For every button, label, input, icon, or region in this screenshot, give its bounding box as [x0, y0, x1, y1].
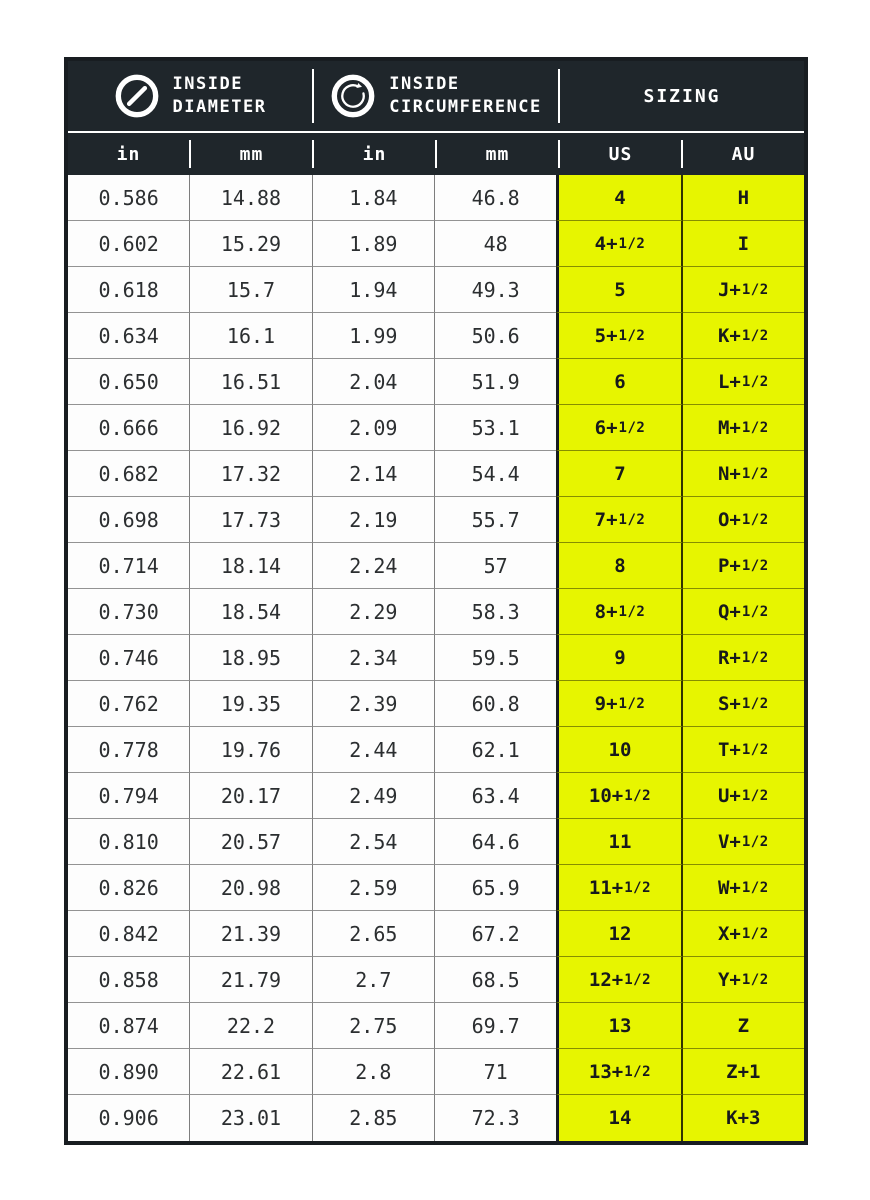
header-group-inside-diameter: [68, 61, 312, 131]
measure-cell: 14.88: [190, 175, 312, 221]
size-cell: L+ 1/2: [683, 359, 804, 405]
measure-cell: 0.906: [68, 1095, 190, 1141]
measure-cell: 0.890: [68, 1049, 190, 1095]
measure-cell: 22.61: [190, 1049, 312, 1095]
size-cell: 12: [556, 911, 682, 957]
measure-cell: 2.65: [313, 911, 435, 957]
size-cell: 5: [556, 267, 682, 313]
table-row: [68, 635, 804, 681]
measure-cell: 16.1: [190, 313, 312, 359]
size-cell: 9+ 1/2: [556, 681, 682, 727]
measure-cell: 55.7: [435, 497, 556, 543]
measure-cell: 68.5: [435, 957, 556, 1003]
measure-cell: 72.3: [435, 1095, 556, 1141]
measure-cell: 20.17: [190, 773, 312, 819]
size-cell: M+ 1/2: [683, 405, 804, 451]
measure-cell: 2.49: [313, 773, 435, 819]
table-row: [68, 405, 804, 451]
measure-cell: 1.94: [313, 267, 435, 313]
size-cell: T+ 1/2: [683, 727, 804, 773]
measure-cell: 64.6: [435, 819, 556, 865]
measure-cell: 2.04: [313, 359, 435, 405]
measure-cell: 51.9: [435, 359, 556, 405]
measure-cell: 0.874: [68, 1003, 190, 1049]
measure-cell: 2.54: [313, 819, 435, 865]
size-cell: 6: [556, 359, 682, 405]
measure-cell: 53.1: [435, 405, 556, 451]
size-cell: 6+ 1/2: [556, 405, 682, 451]
size-cell: 14: [556, 1095, 682, 1141]
measure-cell: 57: [435, 543, 556, 589]
measure-cell: 2.7: [313, 957, 435, 1003]
measure-cell: 0.730: [68, 589, 190, 635]
size-cell: K+3: [683, 1095, 804, 1141]
table-row: [68, 589, 804, 635]
measure-cell: 59.5: [435, 635, 556, 681]
size-cell: 10+ 1/2: [556, 773, 682, 819]
column-header-in-2: in: [362, 143, 387, 165]
size-cell: J+ 1/2: [683, 267, 804, 313]
measure-cell: 23.01: [190, 1095, 312, 1141]
size-cell: X+ 1/2: [683, 911, 804, 957]
measure-cell: 0.826: [68, 865, 190, 911]
table-row: [68, 911, 804, 957]
measure-cell: 46.8: [435, 175, 556, 221]
measure-cell: 22.2: [190, 1003, 312, 1049]
measure-cell: 2.59: [313, 865, 435, 911]
measure-cell: 0.666: [68, 405, 190, 451]
size-cell: K+ 1/2: [683, 313, 804, 359]
header-group-label: SIZING: [643, 85, 721, 107]
measure-cell: 2.85: [313, 1095, 435, 1141]
measure-cell: 0.746: [68, 635, 190, 681]
table-row: [68, 359, 804, 405]
measure-cell: 15.29: [190, 221, 312, 267]
measure-cell: 18.54: [190, 589, 312, 635]
size-cell: 13+ 1/2: [556, 1049, 682, 1095]
size-cell: 8+ 1/2: [556, 589, 682, 635]
measure-cell: 48: [435, 221, 556, 267]
size-cell: 4+ 1/2: [556, 221, 682, 267]
table-row: [68, 497, 804, 543]
size-cell: N+ 1/2: [683, 451, 804, 497]
size-cell: O+ 1/2: [683, 497, 804, 543]
size-cell: R+ 1/2: [683, 635, 804, 681]
measure-cell: 0.602: [68, 221, 190, 267]
measure-cell: 0.634: [68, 313, 190, 359]
measure-cell: 2.34: [313, 635, 435, 681]
size-cell: 8: [556, 543, 682, 589]
size-cell: 11+ 1/2: [556, 865, 682, 911]
measure-cell: 0.762: [68, 681, 190, 727]
measure-cell: 67.2: [435, 911, 556, 957]
measure-cell: 54.4: [435, 451, 556, 497]
column-header-row: [68, 133, 804, 175]
table-row: [68, 175, 804, 221]
measure-cell: 0.586: [68, 175, 190, 221]
table-row: [68, 819, 804, 865]
measure-cell: 15.7: [190, 267, 312, 313]
measure-cell: 2.75: [313, 1003, 435, 1049]
measure-cell: 65.9: [435, 865, 556, 911]
measure-cell: 17.32: [190, 451, 312, 497]
measure-cell: 1.84: [313, 175, 435, 221]
size-cell: U+ 1/2: [683, 773, 804, 819]
table-header: [68, 61, 804, 175]
measure-cell: 18.95: [190, 635, 312, 681]
measure-cell: 2.39: [313, 681, 435, 727]
measure-cell: 1.99: [313, 313, 435, 359]
measure-cell: 69.7: [435, 1003, 556, 1049]
size-cell: Z: [683, 1003, 804, 1049]
table-body: [68, 175, 804, 1141]
column-header-in-0: in: [116, 143, 141, 165]
measure-cell: 2.09: [313, 405, 435, 451]
size-cell: Y+ 1/2: [683, 957, 804, 1003]
header-group-label: INSIDE CIRCUMFERENCE: [389, 74, 542, 117]
measure-cell: 0.698: [68, 497, 190, 543]
table-row: [68, 865, 804, 911]
measure-cell: 19.76: [190, 727, 312, 773]
column-header-mm-1: mm: [239, 143, 264, 165]
table-row: [68, 727, 804, 773]
table-row: [68, 1095, 804, 1141]
measure-cell: 0.858: [68, 957, 190, 1003]
size-cell: 9: [556, 635, 682, 681]
size-cell: H: [683, 175, 804, 221]
size-cell: S+ 1/2: [683, 681, 804, 727]
measure-cell: 2.8: [313, 1049, 435, 1095]
ring-size-table: [64, 57, 808, 1145]
column-header-mm-3: mm: [485, 143, 510, 165]
table-row: [68, 221, 804, 267]
size-cell: 5+ 1/2: [556, 313, 682, 359]
table-row: [68, 1049, 804, 1095]
size-cell: Q+ 1/2: [683, 589, 804, 635]
measure-cell: 2.19: [313, 497, 435, 543]
size-cell: 7+ 1/2: [556, 497, 682, 543]
measure-cell: 0.810: [68, 819, 190, 865]
measure-cell: 63.4: [435, 773, 556, 819]
measure-cell: 20.98: [190, 865, 312, 911]
measure-cell: 2.44: [313, 727, 435, 773]
table-row: [68, 543, 804, 589]
size-cell: I: [683, 221, 804, 267]
measure-cell: 16.92: [190, 405, 312, 451]
measure-cell: 21.39: [190, 911, 312, 957]
measure-cell: 19.35: [190, 681, 312, 727]
measure-cell: 71: [435, 1049, 556, 1095]
table-row: [68, 681, 804, 727]
size-cell: 13: [556, 1003, 682, 1049]
table-row: [68, 957, 804, 1003]
measure-cell: 0.682: [68, 451, 190, 497]
measure-cell: 2.29: [313, 589, 435, 635]
size-cell: 4: [556, 175, 682, 221]
size-cell: 10: [556, 727, 682, 773]
measure-cell: 0.794: [68, 773, 190, 819]
diameter-icon: [114, 73, 160, 119]
column-header-au-5: AU: [731, 143, 756, 165]
size-cell: W+ 1/2: [683, 865, 804, 911]
table-row: [68, 267, 804, 313]
table-row: [68, 451, 804, 497]
measure-cell: 17.73: [190, 497, 312, 543]
header-group-inside-circumference: [314, 61, 558, 131]
measure-cell: 60.8: [435, 681, 556, 727]
measure-cell: 0.778: [68, 727, 190, 773]
size-cell: 11: [556, 819, 682, 865]
header-group-label: INSIDE DIAMETER: [172, 74, 267, 117]
measure-cell: 21.79: [190, 957, 312, 1003]
table-row: [68, 1003, 804, 1049]
measure-cell: 0.714: [68, 543, 190, 589]
size-cell: 12+ 1/2: [556, 957, 682, 1003]
measure-cell: 16.51: [190, 359, 312, 405]
size-cell: Z+1: [683, 1049, 804, 1095]
measure-cell: 18.14: [190, 543, 312, 589]
measure-cell: 1.89: [313, 221, 435, 267]
measure-cell: 0.618: [68, 267, 190, 313]
size-cell: V+ 1/2: [683, 819, 804, 865]
measure-cell: 0.650: [68, 359, 190, 405]
size-cell: P+ 1/2: [683, 543, 804, 589]
table-row: [68, 313, 804, 359]
measure-cell: 2.24: [313, 543, 435, 589]
measure-cell: 58.3: [435, 589, 556, 635]
size-cell: 7: [556, 451, 682, 497]
measure-cell: 49.3: [435, 267, 556, 313]
measure-cell: 62.1: [435, 727, 556, 773]
header-group-row: [68, 61, 804, 131]
table-row: [68, 773, 804, 819]
measure-cell: 0.842: [68, 911, 190, 957]
measure-cell: 2.14: [313, 451, 435, 497]
measure-cell: 50.6: [435, 313, 556, 359]
header-group-sizing: [560, 61, 804, 131]
circumference-icon: [330, 73, 376, 119]
column-header-us-4: US: [608, 143, 633, 165]
measure-cell: 20.57: [190, 819, 312, 865]
